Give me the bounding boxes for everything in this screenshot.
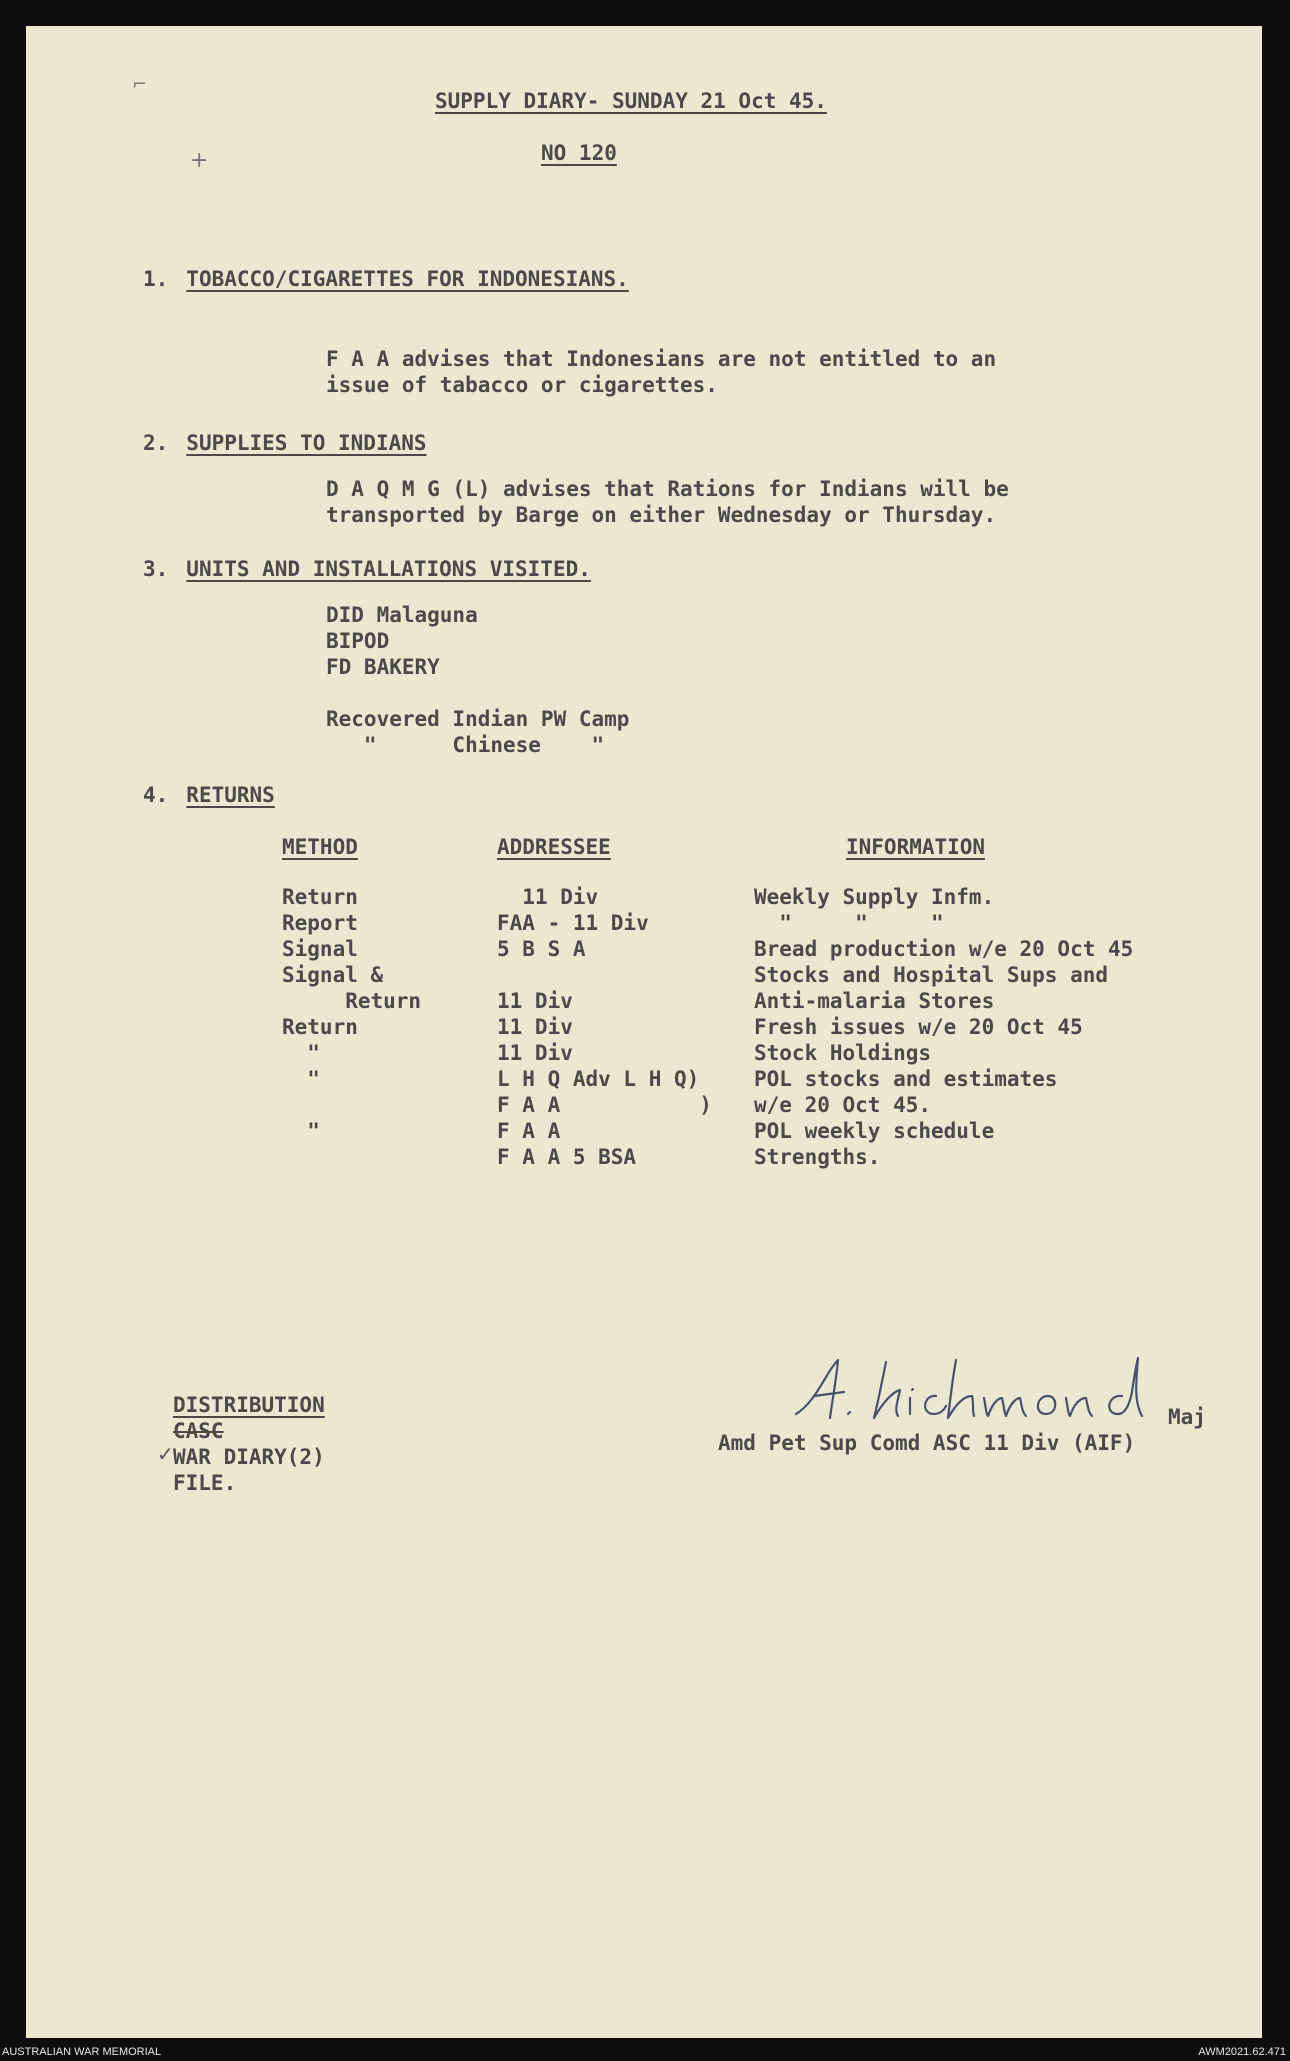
table-cell: L H Q Adv L H Q) <box>497 1067 700 1091</box>
check-mark: ✓ <box>157 1442 174 1466</box>
section-number: 1. <box>143 267 169 291</box>
handwritten-signature <box>786 1352 1166 1432</box>
distribution-item: WAR DIARY(2) <box>173 1445 325 1469</box>
visited-unit: BIPOD <box>326 629 390 653</box>
section-1-heading <box>143 266 629 292</box>
footer-accession-number: AWM2021.62.471 <box>1198 2046 1286 2058</box>
table-cell: FAA - 11 Div <box>497 911 649 935</box>
table-cell: 11 Div <box>497 1015 573 1039</box>
table-cell: F A A <box>497 1119 561 1143</box>
table-cell: Fresh issues w/e 20 Oct 45 <box>754 1015 1083 1039</box>
table-cell: POL stocks and estimates <box>754 1067 1058 1091</box>
table-cell: 11 Div <box>497 885 599 909</box>
table-cell: " " " <box>754 911 944 935</box>
table-header-method: METHOD <box>282 835 358 859</box>
distribution-heading: DISTRIBUTION <box>173 1393 325 1417</box>
table-cell: " <box>282 1119 320 1143</box>
section-3-heading <box>143 556 591 582</box>
section-number: 2. <box>143 431 169 455</box>
section-2-line: transported by Barge on either Wednesday or Thursday. <box>326 503 997 527</box>
visited-unit: Recovered Indian PW Camp <box>326 707 630 731</box>
table-cell: F A A 5 BSA <box>497 1145 637 1169</box>
signatory-rank: Maj <box>1168 1405 1206 1429</box>
table-cell: 11 Div <box>497 1041 573 1065</box>
table-cell: Bread production w/e 20 Oct 45 <box>754 937 1134 961</box>
table-cell: Weekly Supply Infm. <box>754 885 995 909</box>
table-cell: Signal & <box>282 963 384 987</box>
section-4-heading <box>143 782 275 808</box>
section-2-heading <box>143 430 427 456</box>
table-cell <box>497 962 712 988</box>
distribution-item: CASC <box>173 1419 224 1443</box>
distribution-item: FILE. <box>173 1471 237 1495</box>
table-cell: " <box>282 1067 320 1091</box>
table-cell: Stock Holdings <box>754 1041 932 1065</box>
visited-unit: DID Malaguna <box>326 603 478 627</box>
visited-unit: FD BAKERY <box>326 655 440 679</box>
signatory-title: Amd Pet Sup Comd ASC 11 Div (AIF) <box>718 1431 1136 1455</box>
table-header-information: INFORMATION <box>846 835 986 859</box>
information-column <box>754 884 1133 1170</box>
table-cell: Stocks and Hospital Sups and <box>754 963 1109 987</box>
diary-title: SUPPLY DIARY- SUNDAY 21 Oct 45. <box>435 89 827 113</box>
table-header-addressee: ADDRESSEE <box>497 835 611 859</box>
table-cell: 11 Div <box>497 989 573 1013</box>
table-cell: Return <box>282 885 358 909</box>
section-title: UNITS AND INSTALLATIONS VISITED. <box>186 557 591 581</box>
table-cell: Return <box>282 989 422 1013</box>
table-cell: Return <box>282 1015 358 1039</box>
pencil-mark: ⌐ <box>132 74 148 95</box>
table-cell <box>282 1092 421 1118</box>
table-cell: " <box>282 1041 320 1065</box>
section-title: RETURNS <box>186 783 275 807</box>
method-column <box>282 884 421 1144</box>
table-cell: POL weekly schedule <box>754 1119 995 1143</box>
visited-unit: " Chinese " <box>326 733 605 757</box>
section-title: TOBACCO/CIGARETTES FOR INDONESIANS. <box>186 267 629 291</box>
table-cell: Report <box>282 911 358 935</box>
table-cell: Anti-malaria Stores <box>754 989 995 1013</box>
table-cell: w/e 20 Oct 45. <box>754 1093 932 1117</box>
section-2-line: D A Q M G (L) advises that Rations for Indians will be <box>326 477 1009 501</box>
addressee-column <box>497 884 712 1170</box>
section-number: 4. <box>143 783 169 807</box>
table-cell: F A A ) <box>497 1093 712 1117</box>
section-number: 3. <box>143 557 169 581</box>
document-page <box>26 26 1262 2038</box>
section-1-line: F A A advises that Indonesians are not entitled to an <box>326 347 997 371</box>
section-title: SUPPLIES TO INDIANS <box>186 431 427 455</box>
table-cell: 5 B S A <box>497 937 586 961</box>
table-cell: Signal <box>282 937 358 961</box>
diary-number: NO 120 <box>541 141 617 165</box>
section-1-line: issue of tabacco or cigarettes. <box>326 373 718 397</box>
footer-institution: AUSTRALIAN WAR MEMORIAL <box>2 2046 162 2058</box>
table-cell: Strengths. <box>754 1145 881 1169</box>
pencil-mark: + <box>190 148 209 173</box>
